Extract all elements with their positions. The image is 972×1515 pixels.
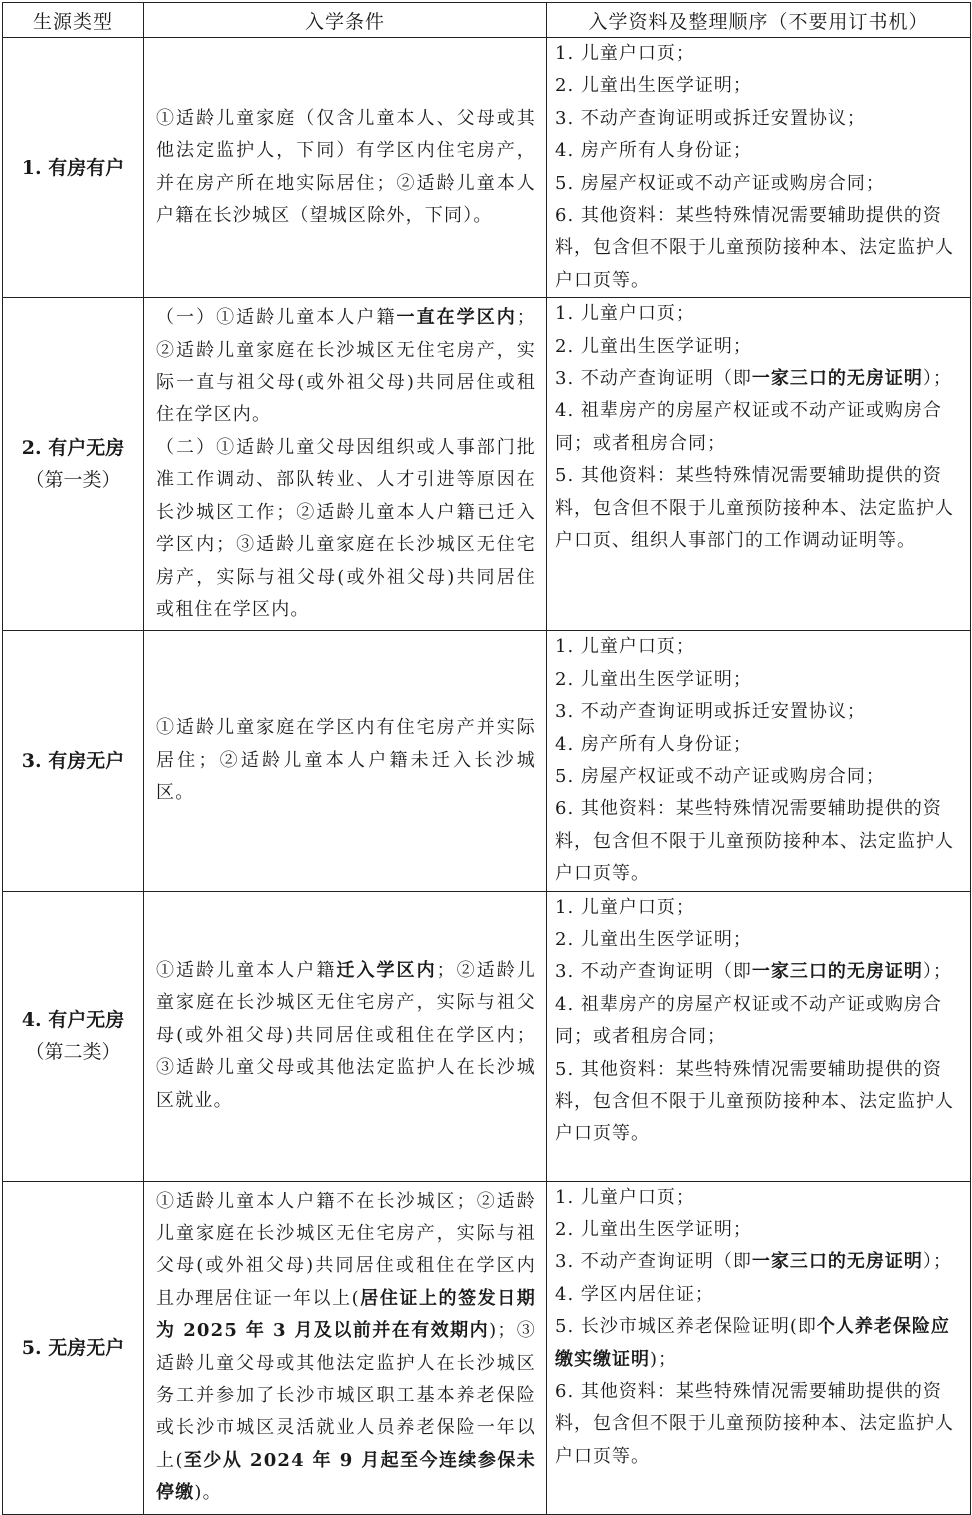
documents-cell xyxy=(547,1181,971,1514)
document-text: 2. 儿童出生医学证明； xyxy=(555,75,752,97)
document-item xyxy=(555,1311,962,1376)
condition-text: ；②适龄儿童家庭在长沙城区无住宅房产，实际一直与祖父母(或外祖父母)共同居住或租住在学区内。 xyxy=(156,307,536,426)
document-item xyxy=(555,1376,962,1473)
student-type-cell xyxy=(3,891,144,1181)
document-item xyxy=(555,1214,962,1246)
document-text: 1. 儿童户口页； xyxy=(555,636,695,658)
document-text: 3. 不动产查询证明或拆迁安置协议； xyxy=(555,107,866,129)
document-item xyxy=(555,1054,962,1151)
table-row xyxy=(3,631,971,891)
condition-text: ①适龄儿童本人户籍 xyxy=(156,960,337,982)
document-item xyxy=(555,298,962,330)
documents-cell xyxy=(547,631,971,891)
document-text: 4. 祖辈房产的房屋产权证或不动产证或购房合同；或者租房合同； xyxy=(555,993,942,1048)
document-emphasis: 个人养老保险应缴实缴证明 xyxy=(555,1316,950,1370)
admission-table xyxy=(2,2,971,1515)
document-text: 2. 儿童出生医学证明； xyxy=(555,335,752,357)
document-text: 2. 儿童出生医学证明； xyxy=(555,668,752,690)
document-text: 3. 不动产查询证明（即 xyxy=(555,368,752,390)
student-type-label: 2. 有户无房 xyxy=(21,437,125,460)
document-text: 5. 其他资料：某些特殊情况需要辅助提供的资料，包含但不限于儿童预防接种本、法定监护人户口页、组织人事部门的工作调动证明等。 xyxy=(555,465,954,552)
document-text: ）； xyxy=(922,368,952,390)
condition-text: )；③适龄儿童父母或其他法定监护人在长沙城区务工并参加了长沙市城区职工基本养老保险或长沙市城区灵活就业人员养老保险一年以上( xyxy=(156,1320,536,1471)
document-item xyxy=(555,38,962,70)
document-item xyxy=(555,200,962,297)
document-item xyxy=(555,363,962,395)
condition-text: ；②适龄儿童家庭在长沙城区无住宅房产，实际与祖父母(或外祖父母)共同居住或租住在学区内；③适龄儿童父母或其他法定监护人在长沙城区就业。 xyxy=(156,960,536,1111)
document-text: ）； xyxy=(922,961,952,983)
document-text: 4. 房产所有人身份证； xyxy=(555,140,752,162)
document-item xyxy=(555,460,962,557)
document-item xyxy=(555,1279,962,1311)
header-documents-order: 入学资料及整理顺序（不要用订书机） xyxy=(547,3,971,38)
document-text: 6. 其他资料：某些特殊情况需要辅助提供的资料，包含但不限于儿童预防接种本、法定监护人户口页等。 xyxy=(555,1381,954,1467)
table-row xyxy=(3,1181,971,1514)
student-type-label: 4. 有户无房 xyxy=(21,1009,125,1032)
document-text: 4. 祖辈房产的房屋产权证或不动产证或购房合同；或者租房合同； xyxy=(555,400,942,454)
student-type-label: 3. 有房无户 xyxy=(21,749,125,772)
document-text: 1. 儿童户口页； xyxy=(555,1186,695,1208)
header-admission-conditions: 入学条件 xyxy=(144,3,547,38)
document-text: 5. 其他资料：某些特殊情况需要辅助提供的资料，包含但不限于儿童预防接种本、法定监护人户口页等。 xyxy=(555,1058,954,1145)
document-text: )； xyxy=(650,1348,678,1370)
document-item xyxy=(555,956,962,988)
document-text: 5. 房屋产权证或不动产证或购房合同； xyxy=(555,172,885,194)
document-item xyxy=(555,1246,962,1278)
condition-text: （一）①适龄儿童本人户籍 xyxy=(156,307,397,329)
condition-text: （二）①适龄儿童父母因组织或人事部门批准工作调动、部队转业、人才引进等原因在长沙城区工作；②适龄儿童本人户籍已迁入学区内；③适龄儿童家庭在长沙城区无住宅房产，实际与祖父母(或外祖父母)共同居住或租住在学区内。 xyxy=(156,436,536,620)
document-item xyxy=(555,395,962,460)
documents-cell xyxy=(547,891,971,1181)
document-item xyxy=(555,135,962,167)
documents-cell xyxy=(547,38,971,298)
document-item xyxy=(555,989,962,1054)
document-text: 1. 儿童户口页； xyxy=(555,303,695,325)
condition-text: )。 xyxy=(194,1482,222,1504)
student-type-sublabel: （第二类） xyxy=(25,1041,121,1064)
document-text: 5. 长沙市城区养老保险证明(即 xyxy=(555,1316,817,1338)
student-type-cell xyxy=(3,1181,144,1514)
table-header-row xyxy=(3,3,971,38)
document-text: 6. 其他资料：某些特殊情况需要辅助提供的资料，包含但不限于儿童预防接种本、法定监护人户口页等。 xyxy=(555,798,954,885)
document-emphasis: 一家三口的无房证明 xyxy=(751,368,923,390)
document-text: 4. 学区内居住证； xyxy=(555,1283,714,1305)
condition-emphasis: 一直在学区内 xyxy=(396,307,517,329)
document-text: 2. 儿童出生医学证明； xyxy=(555,1218,752,1240)
document-item xyxy=(555,331,962,363)
document-emphasis: 一家三口的无房证明 xyxy=(751,1251,923,1273)
document-text: 5. 房屋产权证或不动产证或购房合同； xyxy=(555,765,885,787)
document-text: ）； xyxy=(922,1251,952,1273)
document-item xyxy=(555,664,962,696)
student-type-label: 1. 有房有户 xyxy=(21,156,125,179)
document-item xyxy=(555,696,962,728)
document-emphasis: 一家三口的无房证明 xyxy=(751,961,923,983)
condition-text: ①适龄儿童本人户籍不在长沙城区；②适龄儿童家庭在长沙城区无住宅房产，实际与祖父母(或外祖父母)共同居住或租住在学区内且办理居住证一年以上( xyxy=(156,1190,536,1309)
condition-emphasis: 迁入学区内 xyxy=(336,960,437,982)
document-text: 3. 不动产查询证明或拆迁安置协议； xyxy=(555,701,866,723)
student-type-cell xyxy=(3,631,144,891)
table-row xyxy=(3,891,971,1181)
document-item xyxy=(555,761,962,793)
documents-cell xyxy=(547,298,971,631)
student-type-cell xyxy=(3,298,144,631)
table-row xyxy=(3,38,971,298)
header-student-type: 生源类型 xyxy=(3,3,144,38)
document-item xyxy=(555,892,962,924)
document-item xyxy=(555,924,962,956)
document-item xyxy=(555,631,962,663)
admission-condition-cell xyxy=(144,38,547,298)
admission-condition-cell xyxy=(144,298,547,631)
document-text: 3. 不动产查询证明（即 xyxy=(555,961,752,983)
condition-emphasis: 至少从 2024 年 9 月起至今连续参保未停缴 xyxy=(156,1449,536,1504)
document-text: 6. 其他资料：某些特殊情况需要辅助提供的资料，包含但不限于儿童预防接种本、法定监护人户口页等。 xyxy=(555,205,954,291)
condition-emphasis: 居住证上的签发日期为 2025 年 3 月及以前并在有效期内 xyxy=(156,1287,536,1342)
admission-condition-cell xyxy=(144,891,547,1181)
condition-text: ①适龄儿童家庭（仅含儿童本人、父母或其他法定监护人，下同）有学区内住宅房产，并在房产所在地实际居住；②适龄儿童本人户籍在长沙城区（望城区除外，下同）。 xyxy=(156,107,536,227)
document-item xyxy=(555,168,962,200)
document-text: 1. 儿童户口页； xyxy=(555,43,695,64)
document-text: 3. 不动产查询证明（即 xyxy=(555,1251,752,1273)
document-text: 4. 房产所有人身份证； xyxy=(555,733,752,755)
document-text: 2. 儿童出生医学证明； xyxy=(555,928,752,950)
admission-condition-cell xyxy=(144,631,547,891)
condition-text: ①适龄儿童家庭在学区内有住宅房产并实际居住；②适龄儿童本人户籍未迁入长沙城区。 xyxy=(156,717,536,804)
student-type-cell xyxy=(3,38,144,298)
document-item xyxy=(555,70,962,102)
document-item xyxy=(555,103,962,135)
table-row xyxy=(3,298,971,631)
document-item xyxy=(555,729,962,761)
document-item xyxy=(555,1182,962,1214)
student-type-sublabel: （第一类） xyxy=(25,469,121,492)
admission-condition-cell xyxy=(144,1181,547,1514)
document-text: 1. 儿童户口页； xyxy=(555,896,695,918)
student-type-label: 5. 无房无户 xyxy=(21,1336,125,1359)
document-item xyxy=(555,793,962,890)
